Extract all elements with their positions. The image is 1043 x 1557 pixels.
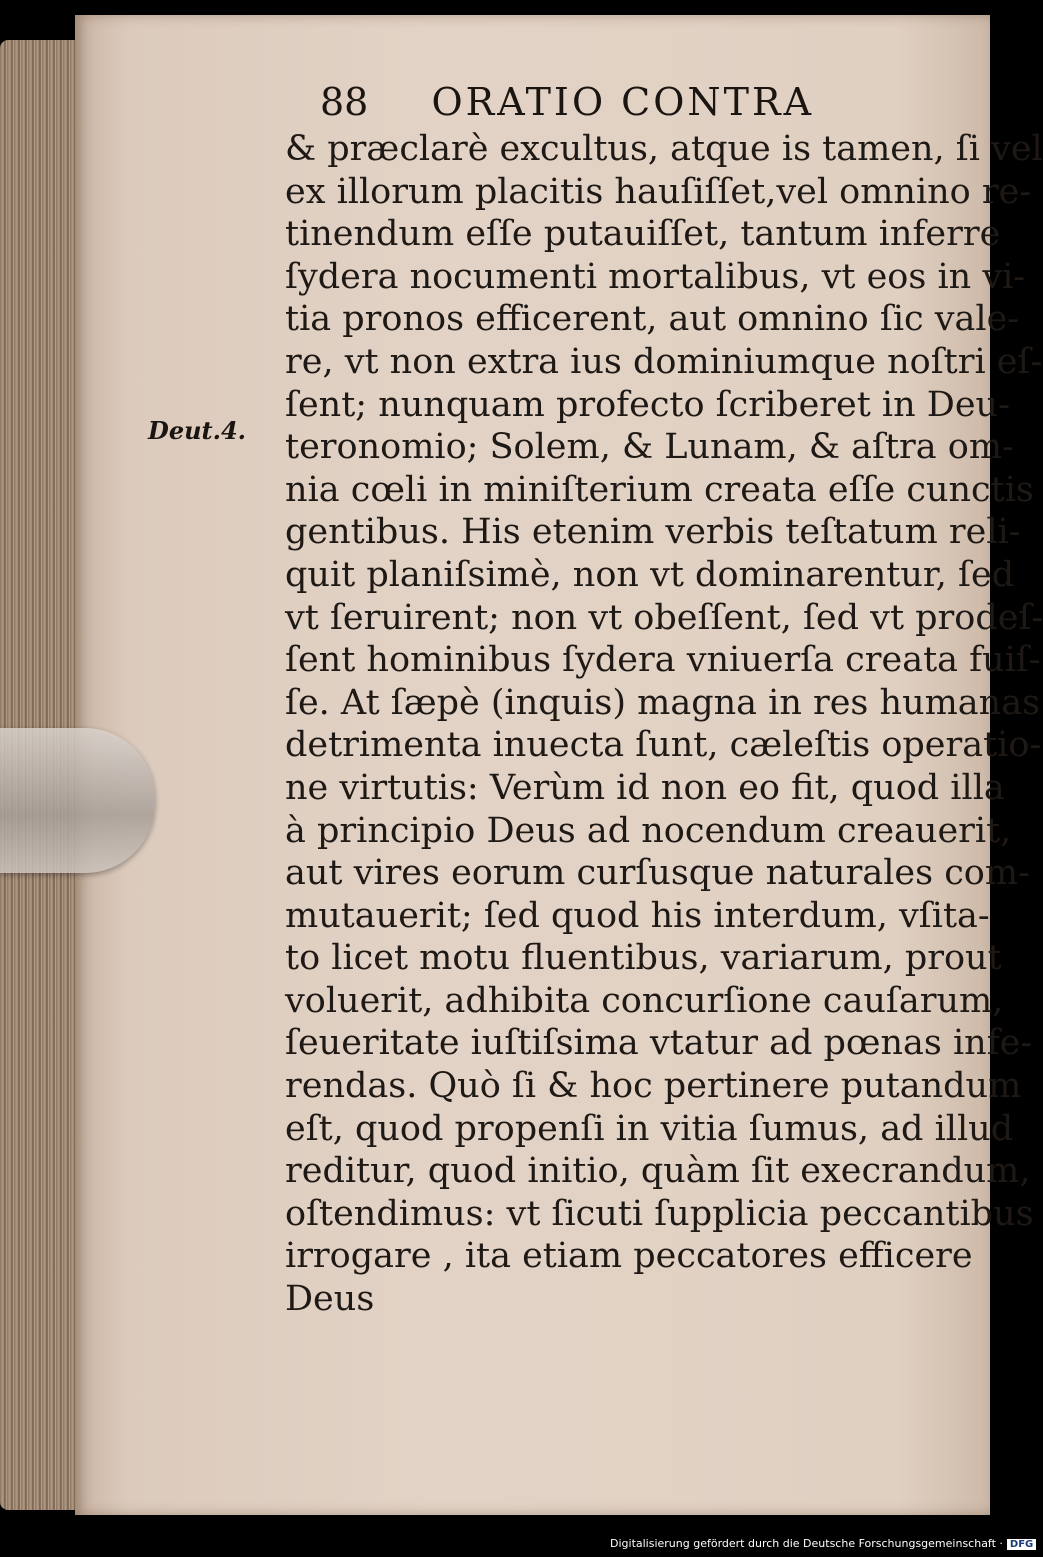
text-line: ex illorum placitis hauſiſſet,vel omnino re- (285, 171, 1032, 212)
footer-text: Digitalisierung gefördert durch die Deutsche Forschungsgemeinschaft · (610, 1537, 1003, 1550)
text-line: teronomio; Solem, & Lunam, & aſtra om- (285, 427, 1014, 468)
page-clip (0, 728, 155, 873)
text-line: & præclarè excultus, atque is tamen, ſi vel (285, 129, 1043, 169)
text-line: à principio Deus ad nocendum creauerit, (285, 810, 1012, 851)
dfg-logo: DFG (1007, 1539, 1036, 1550)
catchword: Deus (285, 1279, 375, 1320)
text-line: ſe. At ſæpè (inquis) magna in res humanas (285, 682, 1041, 723)
text-line: quit planiſsimè, non vt dominarentur, ſed (285, 554, 1015, 595)
text-line: aut vires eorum curſusque naturales com- (285, 853, 1030, 894)
running-title: ORATIO CONTRA (431, 80, 815, 124)
text-line: re, vt non extra ius dominiumque noſtri eſ- (285, 341, 1043, 382)
text-line: mutauerit; ſed quod his interdum, vſita- (285, 895, 990, 936)
text-line: ſent; nunquam profecto ſcriberet in Deu- (285, 384, 1010, 425)
text-line: oſtendimus: vt ſicuti ſupplicia peccantibus (285, 1193, 1034, 1234)
text-line: vt ſeruirent; non vt obeſſent, ſed vt prodeſ- (285, 597, 1043, 638)
body-text (285, 128, 1043, 1321)
text-line: irrogare , ita etiam peccatores efficere (285, 1236, 973, 1277)
page-header (320, 80, 814, 124)
margin-note: Deut.4. (148, 416, 247, 445)
text-line: to licet motu fluentibus, variarum, prout (285, 938, 1002, 979)
text-line: nia cœli in miniſterium creata eſſe cunctis (285, 469, 1034, 510)
text-line: reditur, quod initio, quàm ſit execrandum, (285, 1151, 1031, 1192)
text-line: ne virtutis: Verùm id non eo fit, quod illa (285, 767, 1005, 808)
text-line: gentibus. His etenim verbis teſtatum reli- (285, 512, 1021, 553)
text-line: ſent hominibus ſydera vniuerſa creata fuiſ- (285, 640, 1041, 681)
text-line: eſt, quod propenſi in vitia ſumus, ad illud (285, 1108, 1014, 1149)
text-line: ſydera nocumenti mortalibus, vt eos in vi- (285, 256, 1026, 297)
page-number: 88 (320, 80, 369, 124)
text-line: rendas. Quò ſi & hoc pertinere putandum (285, 1066, 1022, 1107)
text-line: ſeueritate iuſtiſsima vtatur ad pœnas infe- (285, 1023, 1033, 1064)
footer-credit (610, 1537, 1036, 1550)
text-line: tia pronos efficerent, aut omnino ſic vale- (285, 299, 1020, 340)
text-line: detrimenta inuecta ſunt, cæleſtis operatio- (285, 725, 1042, 766)
text-line: tinendum eſſe putauiſſet, tantum inferre (285, 214, 1001, 255)
text-line: voluerit, adhibita concurſione cauſarum, (285, 980, 1004, 1021)
